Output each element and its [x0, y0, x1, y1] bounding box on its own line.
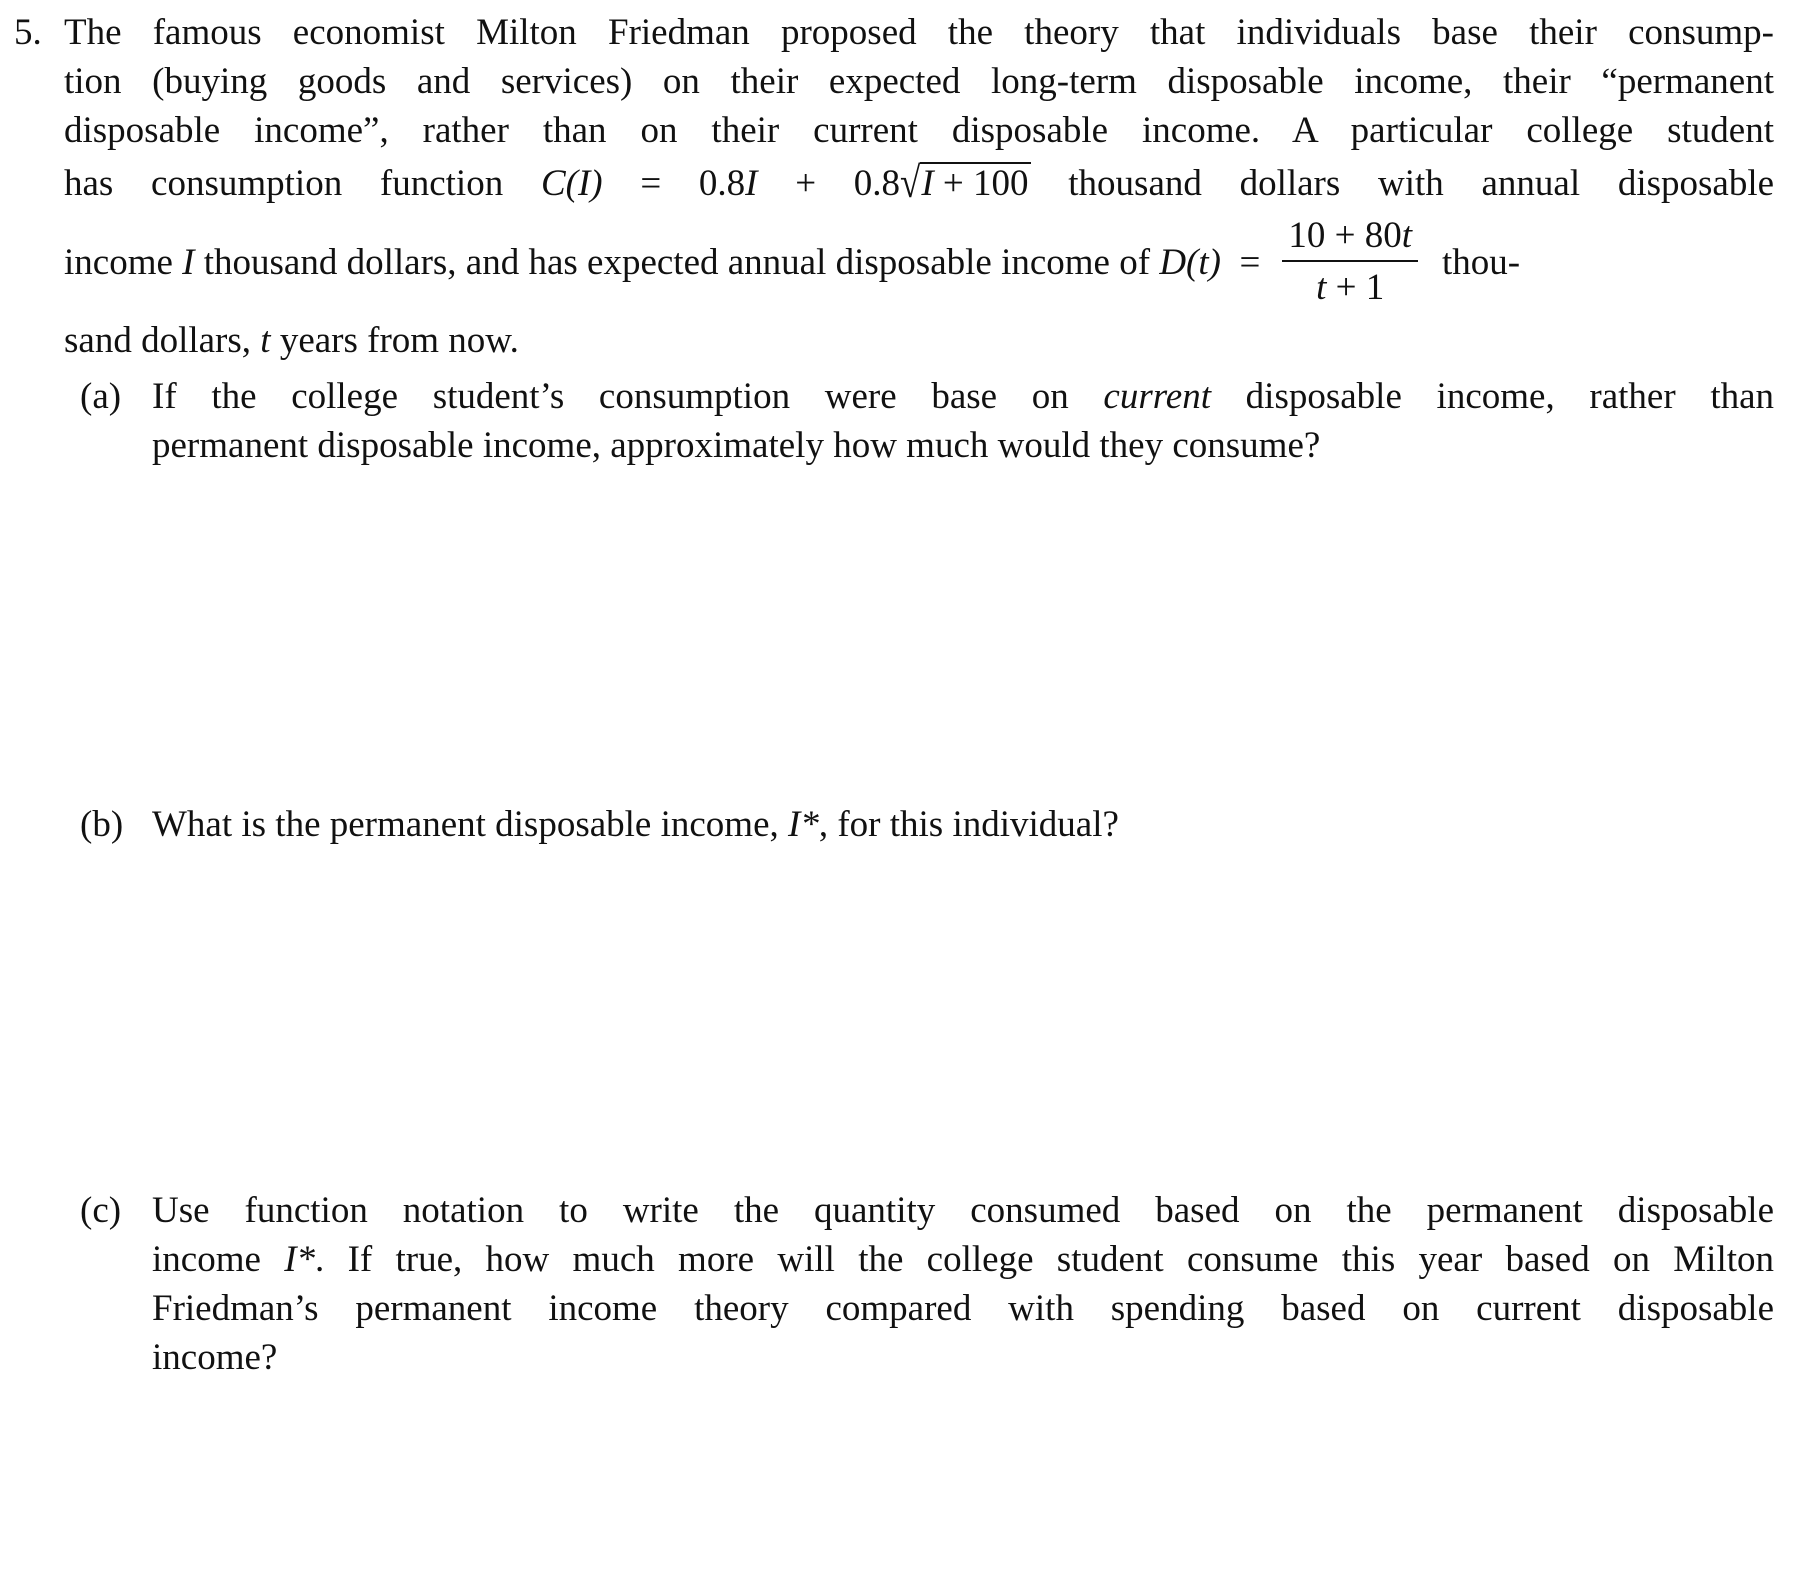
part-b [80, 800, 1774, 849]
problem-number: 5. [14, 12, 42, 53]
fraction-numerator: 10 + 80t [1282, 214, 1418, 262]
fraction-denominator: t + 1 [1316, 267, 1385, 308]
radical-sign: √ [900, 159, 921, 208]
part-a-text [80, 372, 1774, 470]
part-c-line-4: income? [152, 1337, 278, 1378]
problem-statement [14, 8, 1774, 365]
statement-line-6: sand dollars, t years from now. [64, 320, 519, 361]
part-c [80, 1186, 1774, 1382]
statement-line-5: income I thousand dollars, and has expected annual disposable income of D (t) = $\frac{10 + 80t}{t + 1}$ thou- [64, 215, 1521, 308]
part-b-line-1: What is the permanent disposable income, I*, for this individual? [152, 804, 1119, 845]
radicand: I + 100 [921, 163, 1029, 204]
statement-line-2: tion (buying goods and services) on their expected long-term disposable income, their “permanent [64, 61, 1774, 102]
part-a [80, 372, 1774, 470]
part-c-label: (c) [80, 1190, 122, 1231]
problem-5 [14, 8, 1774, 365]
part-a-label: (a) [80, 376, 122, 417]
part-a-line-1: If the college student’s consumption were base on current disposable income, rather than [152, 376, 1775, 417]
square-root [900, 159, 1031, 208]
statement-line-3: disposable income”, rather than on their current disposable income. A particular college student [64, 110, 1774, 151]
part-c-line-1: Use function notation to write the quantity consumed based on the permanent disposable [152, 1190, 1774, 1231]
emphasis-current: current [1103, 376, 1211, 417]
part-c-line-2: income I*. If true, how much more will the college student consume this year based on Milton [152, 1239, 1775, 1280]
part-c-line-3: Friedman’s permanent income theory compared with spending based on current disposable [152, 1288, 1774, 1329]
consumption-function: C(I) = 0.8I + 0.8√I + 100 [541, 163, 1068, 204]
part-c-text [80, 1186, 1774, 1382]
part-b-label: (b) [80, 804, 124, 845]
part-a-line-2: permanent disposable income, approximately how much would they consume? [152, 425, 1321, 466]
part-b-text [80, 800, 1774, 849]
income-fraction [1282, 214, 1418, 310]
statement-line-1: The famous economist Milton Friedman proposed the theory that individuals base their consump- [64, 12, 1774, 53]
statement-line-4: has consumption function C(I) = 0.8I + 0.8√I + 100 thousand dollars with annual disposable [64, 159, 1774, 208]
